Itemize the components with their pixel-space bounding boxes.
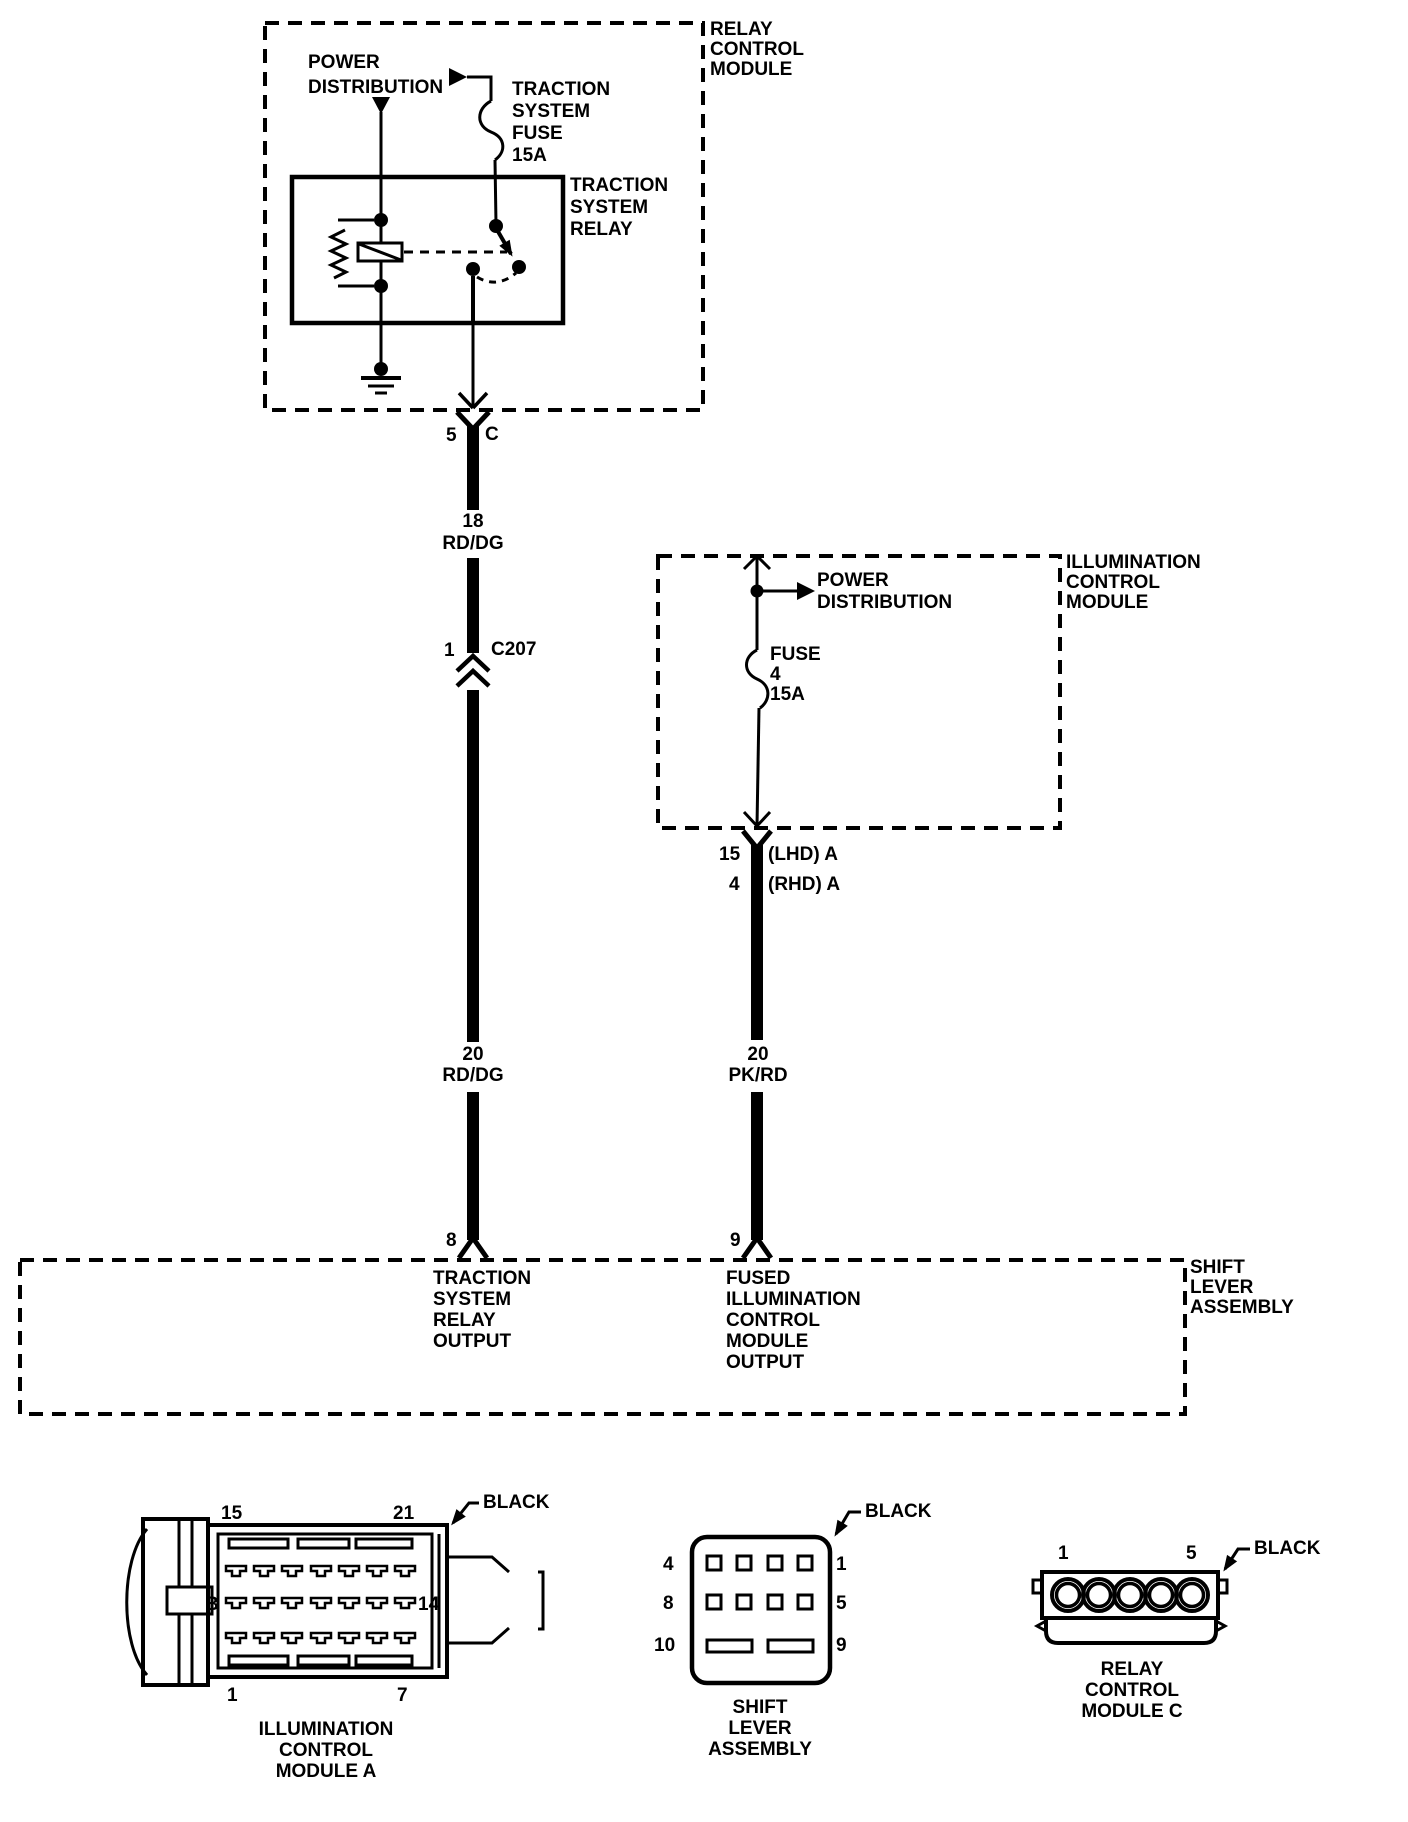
- pin-4-rhd-label: 4: [729, 874, 740, 895]
- connector-b-cavities: [707, 1556, 813, 1652]
- traction-system-fuse-label: TRACTION SYSTEM FUSE 15A: [512, 79, 611, 166]
- shift-lever-assembly-label: SHIFT LEVER ASSEMBLY: [1190, 1257, 1294, 1318]
- power-distribution-label-right: POWER DISTRIBUTION: [817, 570, 953, 613]
- terminal-9: [743, 1238, 771, 1258]
- connector-b-pin-5: 5: [836, 1593, 847, 1614]
- connector-b-color-label: BLACK: [865, 1501, 932, 1522]
- terminal-15-4: [743, 831, 771, 847]
- power-distribution-label-left: POWER DISTRIBUTION: [308, 52, 444, 98]
- connector-b-pin-8: 8: [663, 1593, 674, 1614]
- wire-20-right-label: 20 PK/RD: [728, 1044, 788, 1086]
- connector-c-terminals: [1052, 1579, 1208, 1611]
- traction-system-relay-symbol: [292, 177, 563, 323]
- rhd-terminal-label: (RHD) A: [768, 874, 841, 895]
- connector-b-pin-4: 4: [663, 1554, 674, 1575]
- relay-control-module-label: RELAY CONTROL MODULE: [710, 19, 804, 80]
- connector-a-pin-b: B: [205, 1594, 219, 1615]
- connector-a-pin-14: 14: [418, 1594, 440, 1615]
- shift-lever-assembly-border: [20, 1260, 1185, 1414]
- traction-fuse-symbol: [467, 77, 503, 224]
- connector-b-pin-1: 1: [836, 1554, 847, 1575]
- pin-15-lhd-label: 15: [719, 844, 741, 865]
- connector-a-pin-1: 1: [227, 1685, 238, 1706]
- fuse-4-symbol: [747, 650, 768, 708]
- relay-output-wire: [459, 276, 487, 408]
- traction-relay-output-label: TRACTION SYSTEM RELAY OUTPUT: [433, 1268, 532, 1352]
- connector-c-color-label: BLACK: [1254, 1538, 1321, 1559]
- connector-c-pin-1: 1: [1058, 1543, 1069, 1564]
- connector-b-pin-9: 9: [836, 1635, 847, 1656]
- connector-c-pin-5: 5: [1186, 1543, 1197, 1564]
- connector-b-pin-10: 10: [654, 1635, 676, 1656]
- connector-c-caption: RELAY CONTROL MODULE C: [1081, 1659, 1183, 1722]
- pin-9-label: 9: [730, 1230, 741, 1251]
- lhd-terminal-label: (LHD) A: [768, 844, 838, 865]
- connector-a-pin-15: 15: [221, 1503, 243, 1524]
- connector-a-color-label: BLACK: [483, 1492, 550, 1513]
- wire-18-label: 18 RD/DG: [442, 511, 504, 554]
- connector-a-pin-7: 7: [397, 1685, 408, 1706]
- connector-a-pin-21: 21: [393, 1503, 415, 1524]
- connector-a-drawing: [127, 1503, 543, 1685]
- pin-8-label: 8: [446, 1230, 457, 1251]
- connector-a-caption: ILLUMINATION CONTROL MODULE A: [258, 1719, 394, 1782]
- terminal-c-label: C: [485, 424, 499, 445]
- connector-a-pin-tabs: [226, 1566, 415, 1643]
- traction-system-relay-label: TRACTION SYSTEM RELAY: [570, 175, 669, 240]
- fused-illumination-output-label: FUSED ILLUMINATION CONTROL MODULE OUTPUT: [726, 1268, 861, 1373]
- ground-symbol: [361, 362, 401, 393]
- fuse-4-label: FUSE 4 15A: [770, 644, 821, 705]
- c207-inline-connector: [457, 656, 489, 686]
- relay-switch-arm: [496, 228, 511, 254]
- c207-label: C207: [491, 639, 537, 660]
- power-distribution-arrow-right: [751, 582, 816, 600]
- c207-pin-label: 1: [444, 640, 455, 661]
- terminal-8: [459, 1238, 487, 1258]
- relay-coil-spring: [331, 230, 346, 278]
- illumination-control-module-label: ILLUMINATION CONTROL MODULE: [1066, 552, 1201, 613]
- connector-b-caption: SHIFT LEVER ASSEMBLY: [708, 1697, 812, 1760]
- pin-5-label: 5: [446, 425, 457, 446]
- wire-20-left-label: 20 RD/DG: [442, 1044, 504, 1086]
